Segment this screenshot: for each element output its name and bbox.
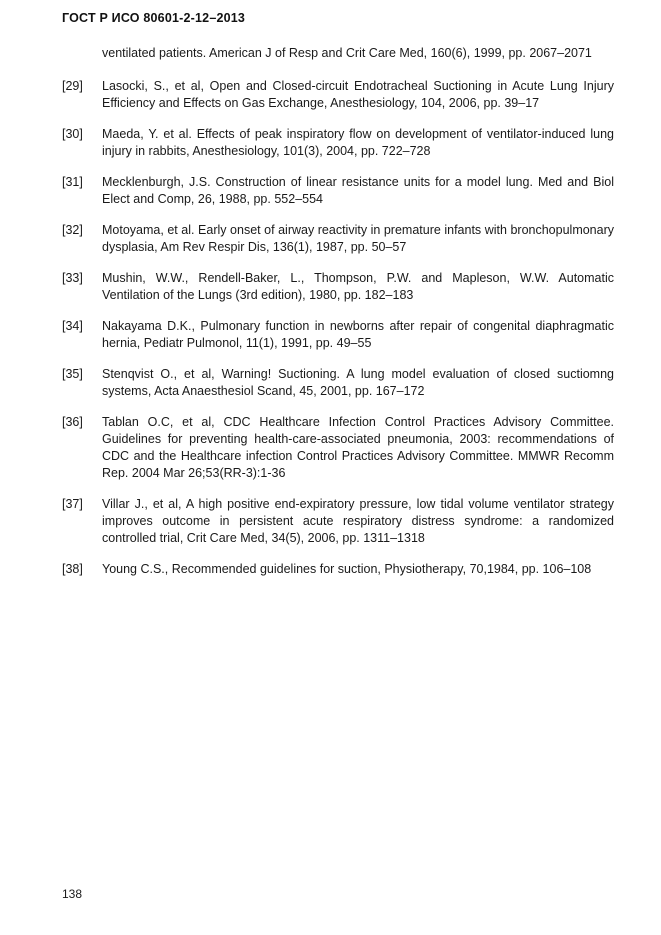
reference-number: [36] (62, 415, 83, 429)
reference-text: Tablan O.C, et al, CDC Healthcare Infection Control Practices Advisory Committee. Guidelines for preventing health-care-associated pneumonia, 2003: recommendations of CDC and the Healthcare infection Control Practices Advisory Committee. MMWR Recomm Rep. 2004 Mar 26;53(RR-3):1-36 (102, 415, 614, 480)
reference-item (62, 174, 614, 208)
reference-item (62, 270, 614, 304)
reference-number: [35] (62, 367, 83, 381)
reference-number: [32] (62, 223, 83, 237)
reference-item (62, 366, 614, 400)
reference-text: Maeda, Y. et al. Effects of peak inspiratory flow on development of ventilator-induced lung injury in rabbits, Anesthesiology, 101(3), 2004, pp. 722–728 (102, 127, 614, 158)
reference-text: ventilated patients. American J of Resp and Crit Care Med, 160(6), 1999, pp. 2067–2071 (102, 46, 592, 60)
reference-text: Nakayama D.K., Pulmonary function in newborns after repair of congenital diaphragmatic hernia, Pediatr Pulmonol, 11(1), 1991, pp. 49–55 (102, 319, 614, 350)
reference-text: Young C.S., Recommended guidelines for suction, Physiotherapy, 70,1984, pp. 106–108 (102, 562, 592, 576)
reference-text: Mushin, W.W., Rendell-Baker, L., Thompson, P.W. and Mapleson, W.W. Automatic Ventilation of the Lungs (3rd edition), 1980, pp. 182–183 (102, 271, 614, 302)
reference-text: Mecklenburgh, J.S. Construction of linear resistance units for a model lung. Med and Biol Elect and Comp, 26, 1988, pp. 552–554 (102, 175, 614, 206)
reference-item (62, 318, 614, 352)
reference-item (62, 222, 614, 256)
reference-number: [29] (62, 79, 83, 93)
reference-number: [38] (62, 562, 83, 576)
reference-item (62, 126, 614, 160)
reference-item (62, 496, 614, 547)
page-number: 138 (62, 887, 83, 901)
reference-number: [33] (62, 271, 83, 285)
reference-number: [37] (62, 497, 83, 511)
reference-text: Stenqvist O., et al, Warning! Suctioning. A lung model evaluation of closed suctiomng systems, Acta Anaesthesiol Scand, 45, 2001, pp. 167–172 (102, 367, 614, 398)
reference-number: [31] (62, 175, 83, 189)
document-header: ГОСТ Р ИСО 80601-2-12–2013 (62, 11, 246, 25)
reference-list (62, 45, 614, 592)
reference-text: Motoyama, et al. Early onset of airway reactivity in premature infants with bronchopulmonary dysplasia, Am Rev Respir Dis, 136(1), 1987, pp. 50–57 (102, 223, 614, 254)
reference-text: Villar J., et al, A high positive end-expiratory pressure, low tidal volume ventilator strategy improves outcome in persistent acute respiratory distress syndrome: a randomized controlled trial, Crit Care Med, 34(5), 2006, pp. 1311–1318 (102, 497, 614, 545)
reference-item (62, 414, 614, 482)
reference-item (62, 78, 614, 112)
reference-item (62, 561, 614, 578)
reference-number-placeholder (62, 45, 102, 62)
reference-number: [30] (62, 127, 83, 141)
reference-number: [34] (62, 319, 83, 333)
reference-continuation (62, 45, 614, 62)
reference-text: Lasocki, S., et al, Open and Closed-circuit Endotracheal Suctioning in Acute Lung Injury Efficiency and Effects on Gas Exchange, Anesthesiology, 104, 2006, pp. 39–17 (102, 79, 614, 110)
